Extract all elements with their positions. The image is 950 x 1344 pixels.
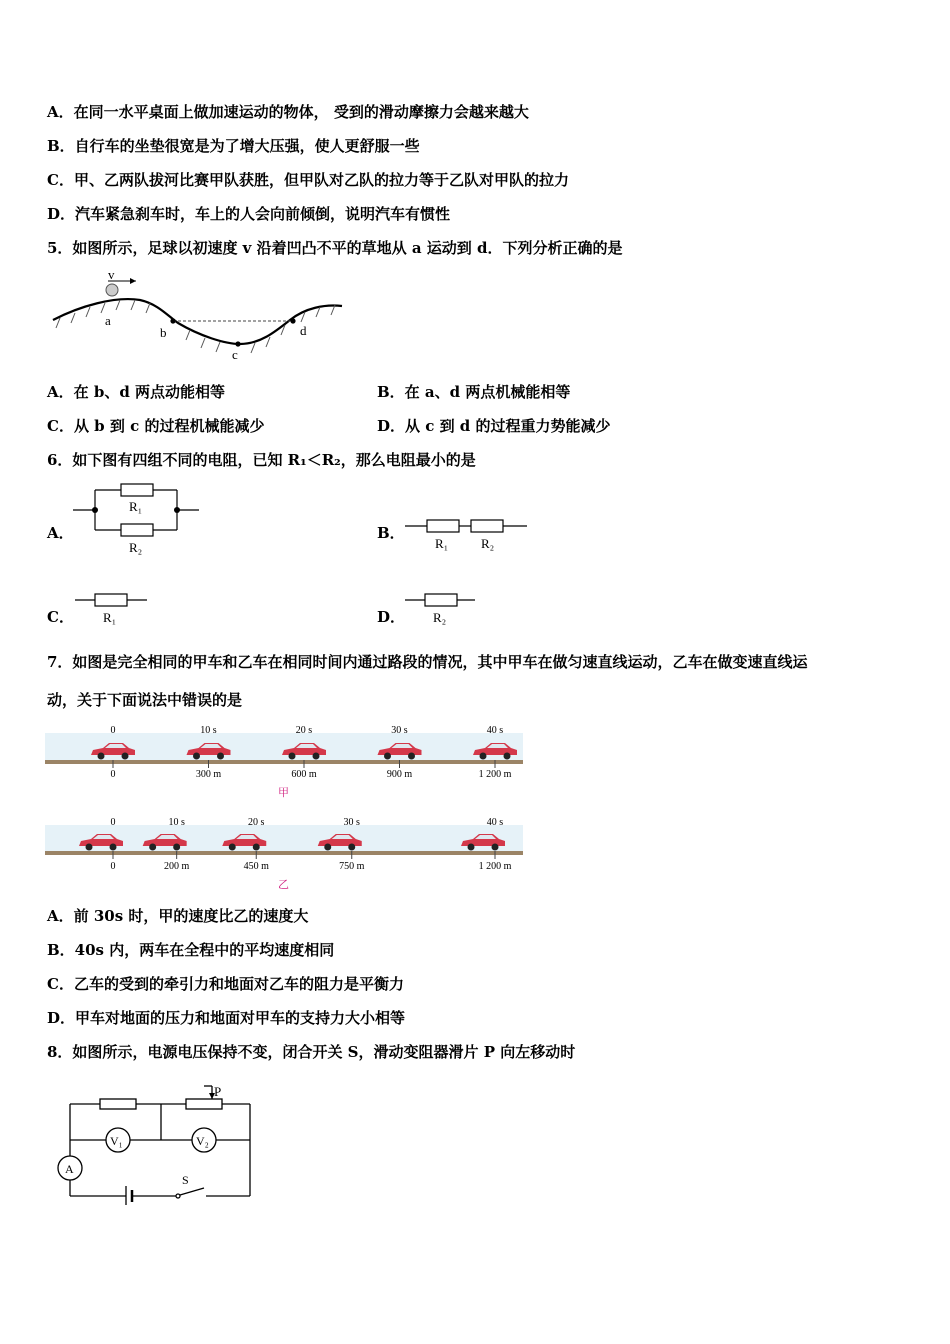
q7-jia-label: 甲: [278, 787, 289, 799]
q7-stem-line1: 7．如图是完全相同的甲车和乙车在相同时间内通过路段的情况，其中甲车在做匀速直线运动，乙车在做变速直线运: [47, 653, 808, 671]
q8-label-v1: V₁: [110, 1134, 123, 1148]
q6-circuit-a-parallel: [73, 480, 199, 556]
q6-d-r2-label: R₂: [433, 610, 447, 625]
q5-label-v: v: [108, 268, 115, 282]
q7-jia-distance-label: 600 m: [291, 769, 317, 780]
q8-label-a: A: [65, 1162, 74, 1176]
q6-circuit-d-r2: [405, 590, 475, 626]
q6-option-d-label: D．: [377, 608, 406, 626]
q6-a-r2-label: R₂: [129, 540, 143, 555]
q7-jia-distance-label: 0: [110, 769, 116, 780]
q7-option-c: C．乙车的受到的牵引力和地面对乙车的阻力是平衡力: [47, 975, 404, 993]
q6-b-r1-label: R₁: [435, 536, 449, 551]
q6-c-r1-label: R₁: [103, 610, 117, 625]
q7-yi-distance-label: 450 m: [243, 861, 269, 872]
q7-yi-distance-label: 0: [110, 861, 116, 872]
q8-label-p: P: [214, 1084, 222, 1099]
q6-option-a-label: A．: [47, 524, 74, 542]
q7-yi-distance-label: 200 m: [164, 861, 190, 872]
q6-option-b-label: B．: [377, 524, 405, 542]
q5-option-b: B．在 a、d 两点机械能相等: [377, 383, 571, 401]
q7-jia-distance-label: 300 m: [195, 769, 222, 780]
q5-label-a: a: [105, 313, 111, 328]
q7-car-motion-figure: [45, 722, 523, 897]
q5-ball-terrain-figure: [50, 268, 345, 363]
q7-jia-time-label: 20 s: [295, 725, 313, 736]
q7-yi-time-label: 40 s: [486, 817, 504, 828]
q4-option-d: D．汽车紧急刹车时，车上的人会向前倾倒，说明汽车有惯性: [47, 205, 451, 223]
q7-jia-distance-label: 1 200 m: [478, 769, 512, 780]
q5-option-d: D．从 c 到 d 的过程重力势能减少: [377, 417, 611, 435]
q5-stem: 5．如图所示，足球以初速度 v 沿着凹凸不平的草地从 a 运动到 d．下列分析正确的是: [47, 239, 623, 257]
q6-b-r2-label: R₂: [481, 536, 495, 551]
q6-circuit-b-series: [405, 514, 527, 556]
q7-yi-time-label: 0: [110, 817, 116, 828]
q7-yi-distance-label: 1 200 m: [478, 861, 512, 872]
q7-stem-line2: 动，关于下面说法中错误的是: [47, 691, 243, 709]
q7-jia-distance-label: 900 m: [386, 769, 413, 780]
q8-label-s: S: [182, 1173, 189, 1187]
q8-circuit-figure: [52, 1080, 257, 1205]
q7-yi-time-label: 20 s: [248, 817, 265, 828]
q7-yi-label: 乙: [278, 879, 289, 891]
q5-option-c: C．从 b 到 c 的过程机械能减少: [47, 417, 265, 435]
q6-a-r1-label: R₁: [129, 499, 143, 514]
q8-stem: 8．如图所示，电源电压保持不变，闭合开关 S，滑动变阻器滑片 P 向左移动时: [47, 1043, 576, 1061]
q6-circuit-c-r1: [75, 590, 147, 626]
q7-option-a: A．前 30s 时，甲的速度比乙的速度大: [47, 907, 309, 925]
q5-label-b: b: [160, 325, 167, 340]
q7-yi-time-label: 10 s: [168, 817, 185, 828]
q8-label-v2: V₂: [196, 1134, 209, 1148]
q6-option-c-label: C．: [47, 608, 74, 626]
q7-option-d: D．甲车对地面的压力和地面对甲车的支持力大小相等: [47, 1009, 406, 1027]
q4-option-a: A．在同一水平桌面上做加速运动的物体， 受到的滑动摩擦力会越来越大: [47, 103, 529, 121]
q7-jia-time-label: 40 s: [486, 725, 504, 736]
q5-label-d: d: [300, 323, 307, 338]
q7-jia-time-label: 0: [110, 725, 116, 736]
q5-option-a: A．在 b、d 两点动能相等: [47, 383, 226, 401]
q7-jia-time-label: 10 s: [200, 725, 217, 736]
q7-yi-time-label: 30 s: [343, 817, 360, 828]
q7-yi-distance-label: 750 m: [339, 861, 365, 872]
q7-jia-time-label: 30 s: [391, 725, 408, 736]
q5-label-c: c: [232, 347, 238, 362]
q7-option-b: B．40s 内，两车在全程中的平均速度相同: [47, 941, 335, 959]
q4-option-c: C．甲、乙两队拔河比赛甲队获胜，但甲队对乙队的拉力等于乙队对甲队的拉力: [47, 171, 569, 189]
q6-stem: 6．如下图有四组不同的电阻，已知 R₁＜R₂，那么电阻最小的是: [47, 451, 476, 469]
q4-option-b: B．自行车的坐垫很宽是为了增大压强，使人更舒服一些: [47, 137, 420, 155]
